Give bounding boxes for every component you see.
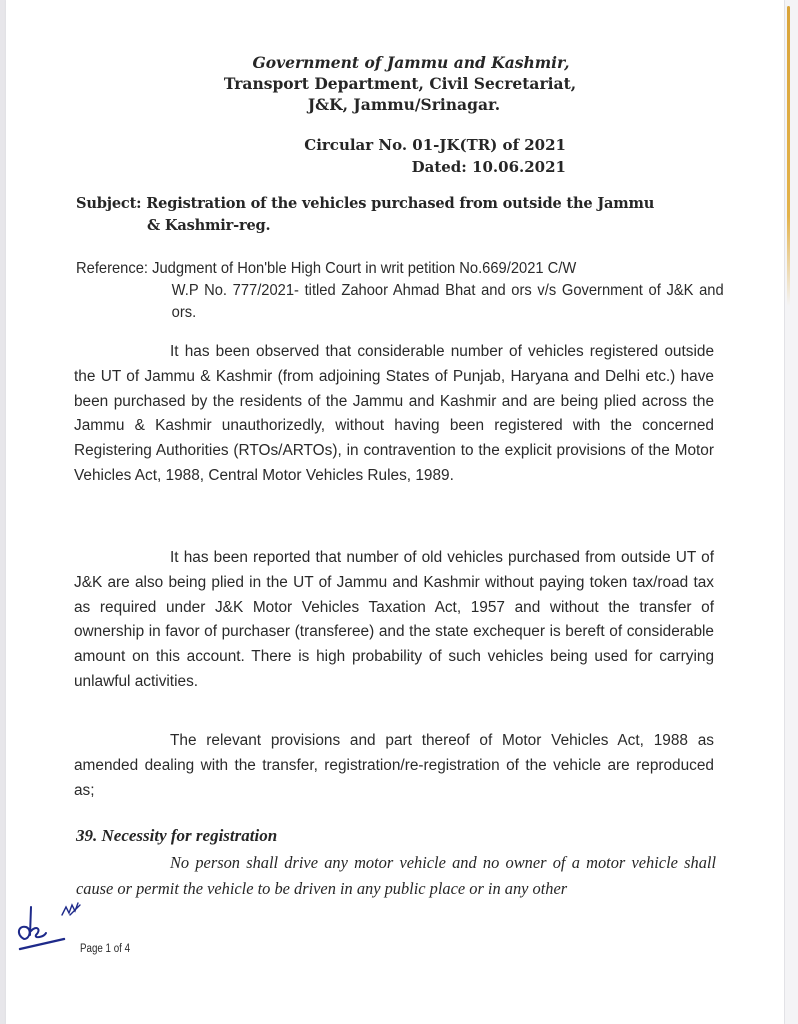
circular-info xyxy=(304,134,566,178)
circular-number: Circular No. 01-JK(TR) of 2021 xyxy=(304,136,566,154)
subject-text: Registration of the vehicles purchased from outside the Jammu xyxy=(146,195,655,212)
reference-block xyxy=(76,258,724,324)
paragraph-observation xyxy=(74,340,714,489)
subject-text-continued: & Kashmir-reg. xyxy=(147,217,271,234)
binding-edge-stripe xyxy=(787,6,790,306)
subject-label: Subject: xyxy=(76,195,142,212)
paragraph-text: It has been reported that number of old vehicles purchased from outside UT of J&K are also being plied in the UT of Jammu and Kashmir without paying token tax/road tax as required under J&K Motor Vehicles Taxation Act, 1957 and without the transfer of ownership in favor of purchaser (transferee) and the state exchequer is bereft of considerable amount on this account. There is high probability of such vehicles being used for carrying unlawful activities. xyxy=(74,549,714,690)
section-text xyxy=(76,850,716,902)
section-body-text: No person shall drive any motor vehicle and no owner of a motor vehicle shall cause or permit the vehicle to be driven in any public place or in any other xyxy=(76,853,716,898)
letterhead xyxy=(0,52,778,115)
paragraph-text: It has been observed that considerable number of vehicles registered outside the UT of Jammu & Kashmir (from adjoining States of Punjab, Haryana and Delhi etc.) have been purchased by the residents of the Jammu and Kashmir and are being plied across the Jammu & Kashmir unauthorizedly, without having been registered with the concerned Registering Authorities (RTOs/ARTOs), in contravention to the explicit provisions of the Motor Vehicles Act, 1988, Central Motor Vehicles Rules, 1989. xyxy=(74,343,714,484)
letterhead-department: Transport Department, Civil Secretariat, xyxy=(223,74,577,93)
letterhead-government: Government of Jammu and Kashmir, xyxy=(252,53,570,72)
letterhead-location: J&K, Jammu/Srinagar. xyxy=(307,95,501,114)
paragraph-provisions xyxy=(74,729,714,803)
paragraph-report xyxy=(74,546,714,695)
signature-initials xyxy=(14,895,84,955)
reference-label: Reference: xyxy=(76,260,149,277)
reference-text-continued: W.P No. 777/2021- titled Zahoor Ahmad Bhat and ors v/s Government of J&K and ors. xyxy=(171,282,724,321)
reference-text: Judgment of Hon'ble High Court in writ petition No.669/2021 C/W xyxy=(152,260,577,277)
page-number: Page 1 of 4 xyxy=(80,943,131,955)
subject-block xyxy=(76,193,726,237)
paragraph-text: The relevant provisions and part thereof of Motor Vehicles Act, 1988 as amended dealing with the transfer, registration/re-registration of the vehicle are reproduced as; xyxy=(74,732,714,799)
circular-date: Dated: 10.06.2021 xyxy=(411,158,566,176)
section-heading: 39. Necessity for registration xyxy=(76,826,278,845)
